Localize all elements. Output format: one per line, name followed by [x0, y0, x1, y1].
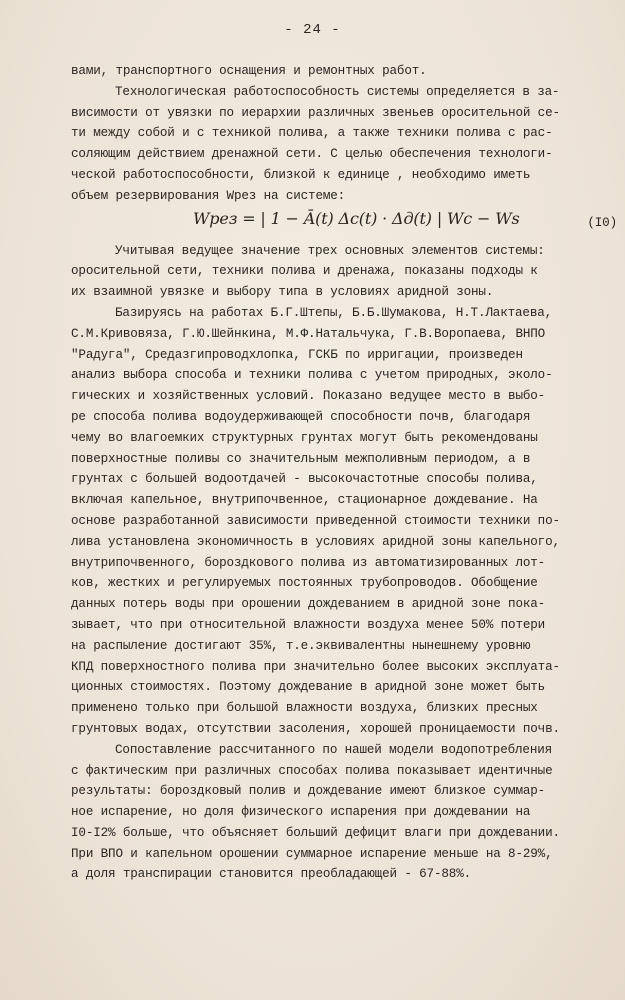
text-line: С.М.Кривовяза, Г.Ю.Шейнкина, М.Ф.Натальчука, Г.В.Воропаева, ВНПО [71, 326, 546, 341]
text-line: грунтах с большей водоотдачей - высокочастотные способы полива, [71, 472, 538, 487]
text-line: чему во влагоемких структурных грунтах могут быть рекомендованы [71, 430, 538, 445]
text-line: ти между собой и с техникой полива, а также техники полива с рас- [71, 126, 553, 141]
text-line: гических и хозяйственных условий. Показано ведущее место в выбо- [71, 389, 546, 404]
text-line: анализ выбора способа и техники полива с учетом природных, эколо- [71, 368, 553, 383]
text-line: вами, транспортного оснащения и ремонтных работ. [71, 64, 427, 78]
formula-row [71, 207, 619, 241]
text-line: оросительной сети, техники полива и дренажа, показаны подходы к [71, 264, 538, 279]
text-line: результаты: бороздковый полив и дождевание имеют близкое суммар- [71, 784, 546, 799]
text-line: При ВПО и капельном орошении суммарное испарение меньше на 8-29%, [71, 846, 553, 861]
text-line: внутрипочвенного, бороздкового полива из автоматизированных лот- [71, 555, 546, 570]
text-line: Технологическая работоспособность системы определяется в за- [115, 84, 560, 99]
text-line: на распыление достигают 35%, т.е.эквивалентны нынешнему уровню [71, 638, 531, 653]
text-line: соляющим действием дренажной сети. С целью обеспечения технологи- [71, 147, 553, 162]
text-line: применено только при большой влажности воздуха, близких пресных [71, 701, 538, 716]
text-line: КПД поверхностного полива при значительно более высоких эксплуата- [71, 659, 560, 674]
text-line: I0-I2% больше, что объясняет больший дефицит влаги при дождевании. [71, 825, 560, 840]
text-line: зывает, что при относительной влажности воздуха менее 50% потери [71, 617, 546, 632]
text-line: висимости от увязки по иерархии различных звеньев оросительной се- [71, 105, 560, 120]
text-line: данных потерь воды при орошении дождеванием в аридной зоне пока- [71, 597, 546, 612]
text-line: Учитывая ведущее значение трех основных элементов системы: [115, 243, 545, 258]
formula: Wрез = | 1 − Ā(t) Δc(t) · Δд(t) | Wc − Ws [193, 208, 520, 228]
text-line: ков, жестких и регулируемых постоянных трубопроводов. Обобщение [71, 576, 538, 591]
text-line: ное испарение, но доля физического испарения при дождевании на [71, 805, 531, 820]
text-line: ре способа полива водоудерживающей способности почв, благодаря [71, 409, 531, 424]
text-line: поверхностные поливы со значительным межполивным периодом, а в [71, 451, 531, 466]
text-line: их взаимной увязке и выбору типа в условиях аридной зоны. [71, 285, 494, 300]
equation-number: (I0) [587, 215, 617, 230]
text-line: включая капельное, внутрипочвенное, стационарное дождевание. На [71, 493, 538, 508]
text-line: Сопоставление рассчитанного по нашей модели водопотребления [115, 742, 553, 757]
paragraph-block-before-formula [71, 61, 619, 207]
text-line: основе разработанной зависимости приведенной стоимости техники по- [71, 513, 560, 528]
text-line: ческой работоспособности, близкой к единице , необходимо иметь [71, 167, 531, 182]
text-line: с фактическим при различных способах полива показывает идентичные [71, 763, 553, 778]
body-text [71, 61, 619, 885]
paragraph-block-after-formula [71, 241, 619, 886]
text-line: а доля транспирации становится преобладающей - 67-88%. [71, 867, 472, 882]
text-line: объем резервирования Wрез на системе: [71, 188, 346, 203]
text-line: грунтовых водах, отсутствии засоления, хорошей проницаемости почв. [71, 721, 560, 736]
page-number: - 24 - [284, 22, 341, 38]
text-line: Базируясь на работах Б.Г.Штепы, Б.Б.Шумакова, Н.Т.Лактаева, [115, 305, 553, 320]
text-line: "Радуга", Средазгипроводхлопка, ГСКБ по ирригации, произведен [71, 347, 523, 362]
text-line: ционных стоимостях. Поэтому дождевание в аридной зоне может быть [71, 680, 546, 695]
text-line: лива установлена экономичность в условиях аридной зоны капельного, [71, 534, 560, 549]
